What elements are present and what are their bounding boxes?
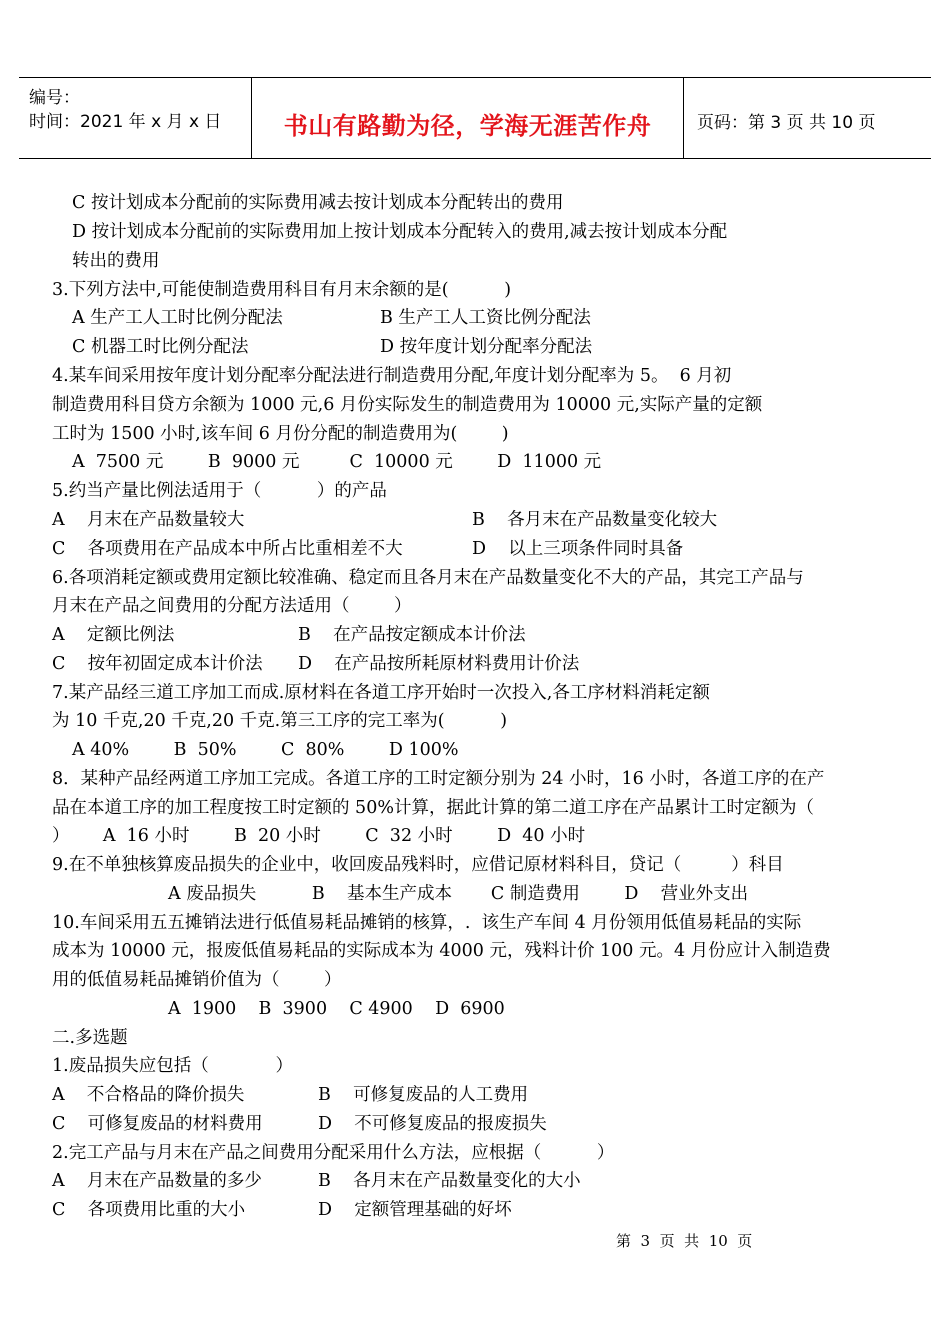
option-line: A 7500 元 B 9000 元 C 10000 元 D 11000 元 [72,452,602,472]
header-page-cell [683,78,931,158]
question-line: 为 10 千克,20 千克,20 千克.第三工序的完工率为( ) [52,711,508,731]
option-line: A 1900 B 3900 C 4900 D 6900 [168,999,505,1019]
header-motto: 书山有路勤为径，学海无涯苦作舟 [283,112,652,140]
question-line: 工时为 1500 小时,该车间 6 月份分配的制造费用为( ) [52,424,509,444]
option-line: 转出的费用 [72,251,160,271]
option-line: A 生产工人工时比例分配法 [72,308,283,328]
question-line: 制造费用科目贷方余额为 1000 元,6 月份实际发生的制造费用为 10000 元,实际产量的定额 [52,395,763,415]
option-line: D 定额管理基础的好坏 [318,1200,512,1220]
option-line: A 废品损失 B 基本生产成本 C 制造费用 D 营业外支出 [168,884,749,904]
option-line: A 月末在产品数量较大 [52,510,245,530]
option-line: C 按年初固定成本计价法 [52,654,263,674]
question-line: 品在本道工序的加工程度按工时定额的 50%计算，据此计算的第二道工序在产品累计工时定额为（ [52,798,814,818]
question-line: 月末在产品之间费用的分配方法适用（ ） [52,596,412,616]
option-line: B 生产工人工资比例分配法 [380,308,591,328]
question-line: 9.在不单独核算废品损失的企业中，收回废品残料时，应借记原材料科目，贷记（ ）科目 [52,855,784,875]
question-line: 7.某产品经三道工序加工而成.原材料在各道工序开始时一次投入,各工序材料消耗定额 [52,683,710,703]
question-line: 6.各项消耗定额或费用定额比较准确、稳定而且各月末在产品数量变化不大的产品，其完工产品与 [52,568,804,588]
page-footer: 第 3 页 共 10 页 [616,1232,753,1250]
option-line: D 按年度计划分配率分配法 [380,337,593,357]
question-line: 成本为 10000 元，报废低值易耗品的实际成本为 4000 元，残料计价 100 元。4 月份应计入制造费 [52,941,831,961]
option-line: A 月末在产品数量的多少 [52,1171,262,1191]
document-number-label: 编号： [29,88,80,108]
option-line: D 在产品按所耗原材料费用计价法 [298,654,580,674]
option-line: B 各月末在产品数量变化的大小 [318,1171,581,1191]
option-line: A 不合格品的降价损失 [52,1085,245,1105]
option-line: B 在产品按定额成本计价法 [298,625,526,645]
option-line: C 可修复废品的材料费用 [52,1114,263,1134]
question-line: 3.下列方法中,可能使制造费用科目有月末余额的是( ) [52,280,512,300]
question-line: 1.废品损失应包括（ ） [52,1056,293,1076]
option-line: D 以上三项条件同时具备 [472,539,684,559]
question-line: 5.约当产量比例法适用于（ ）的产品 [52,481,387,501]
section-heading: 二.多选题 [52,1028,128,1048]
option-line: D 按计划成本分配前的实际费用加上按计划成本分配转入的费用,减去按计划成本分配 [72,222,728,242]
header-page-number: 页码：第 3 页 共 10 页 [697,113,876,133]
question-line: 8．某种产品经两道工序加工完成。各道工序的工时定额分别为 24 小时，16 小时，各道工序的在产 [52,769,825,789]
option-line: C 各项费用比重的大小 [52,1200,246,1220]
option-line: D 不可修复废品的报废损失 [318,1114,547,1134]
question-line: 2.完工产品与月末在产品之间费用分配采用什么方法，应根据（ ） [52,1143,615,1163]
question-line: 4.某车间采用按年度计划分配率分配法进行制造费用分配,年度计划分配率为 5。 6 月初 [52,366,732,386]
option-line: ） A 16 小时 B 20 小时 C 32 小时 D 40 小时 [52,826,586,846]
option-line: B 可修复废品的人工费用 [318,1085,529,1105]
option-line: A 40% B 50% C 80% D 100% [72,740,459,760]
header-info-cell [19,78,251,158]
document-header [19,77,931,159]
option-line: C 机器工时比例分配法 [72,337,249,357]
option-line: B 各月末在产品数量变化较大 [472,510,718,530]
option-line: C 各项费用在产品成本中所占比重相差不大 [52,539,403,559]
option-line: A 定额比例法 [52,625,175,645]
document-time-label: 时间：2021 年 x 月 x 日 [29,112,222,132]
question-line: 10.车间采用五五摊销法进行低值易耗品摊销的核算，. 该生产车间 4 月份领用低值易耗品的实际 [52,913,802,933]
option-line: C 按计划成本分配前的实际费用减去按计划成本分配转出的费用 [72,193,564,213]
header-motto-cell [251,78,684,158]
question-line: 用的低值易耗品摊销价值为（ ） [52,970,342,990]
